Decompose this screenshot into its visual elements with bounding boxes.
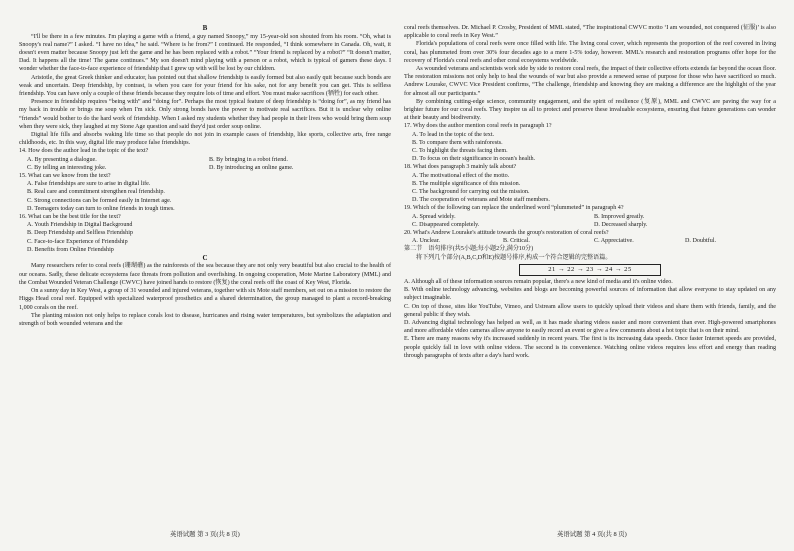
q17-option-a: A. To lead in the topic of the text. <box>412 131 495 138</box>
question-14-options <box>19 156 391 172</box>
q18-option-c: C. The background for carrying out the mission. <box>412 189 530 196</box>
question-18-options <box>404 172 776 205</box>
q17-option-b: B. To compare them with rainforests. <box>412 139 503 146</box>
q16-option-a: A. Youth Friendship in Digital Background <box>27 222 133 229</box>
question-19: 19. Which of the following can replace the underlined word “plummeted” in paragraph 4? <box>404 205 624 212</box>
passage-c-paragraph-2: On a sunny day in Key West, a group of 31 wounded and injured veterans, together with six Mote staff members, set out on a mission to restore the Higgs Head coral reef. Equipped with specialized waterproof prosthetics and a shared determination, the group managed to plant a record-breaking 1,000 corals on the reef. <box>19 288 391 311</box>
passage-b-paragraph-3: Presence in friendship requires “being with” and “doing for”. Perhaps the most typical feature of deep friendship is “doing for”, as my friend has my back in trouble or brings me soup when I'm sick. Only strong bonds have the power to motivate real sacrifices. But it is unclear why online “friends” would bother to do the hard work of friendship. When I asked my students whether they had people in their lives who would bring them soup when they were sick, they laughed at my Stone Age question and said they'd just order soup online. <box>19 99 391 130</box>
q15-option-d: D. Teenagers today can turn to online friends in tough times. <box>27 205 175 212</box>
q15-option-b: B. Real care and commitment strengthen real friendship. <box>27 189 165 196</box>
question-16: 16. What can be the best title for the text? <box>19 213 121 220</box>
sentence-option-c: C. On top of those, sites like YouTube, Vimeo, and Ustream allow users to quickly upload their videos and share them with friends, family, and the general public if they wish. <box>404 303 776 318</box>
passage-c-paragraph-3-continued: coral reefs themselves. Dr. Michael P. Crosby, President of MML stated, “The inspirational CWVC motto ‘I am wounded, not conquered (征服)’ is also applicable to coral reefs in Key West.” <box>404 25 776 40</box>
question-20: 20. What's Andrew Lourake's attitude towards the group's restoration of coral reefs? <box>404 230 609 237</box>
q14-option-c: C. By telling an interesting joke. <box>27 164 107 171</box>
q14-option-d: D. By introducing an online game. <box>209 164 294 171</box>
q20-option-c: C. Appreciative. <box>594 238 634 245</box>
q14-option-a: A. By presenting a dialogue. <box>27 156 97 163</box>
q18-option-a: A. The motivational effect of the motto. <box>412 172 510 179</box>
q15-option-a: A. False friendships are sure to arise in digital life. <box>27 181 151 188</box>
passage-c-paragraph-6: By combining cutting-edge science, community engagement, and the spirit of resilience (复原), MML and CWVC are paving the way for a brighter future for our coral reefs. They inspire us all to protect and preserve these invaluable ecosystems, ensuring that future generations can wonder at their beauty and biodiversity. <box>404 98 776 122</box>
sequence-box: 21 → 22 → 23 → 24 → 25 <box>519 264 661 276</box>
q19-option-a: A. Spread widely. <box>412 213 456 220</box>
question-15: 15. What can we know from the text? <box>19 172 111 179</box>
q19-option-b: B. Improved greatly. <box>594 213 645 220</box>
q20-option-b: B. Critical. <box>503 238 530 245</box>
q20-option-d: D. Doubtful. <box>685 238 716 245</box>
passage-c-paragraph-1: Many researchers refer to coral reefs (珊瑚礁) as the rainforests of the sea because they are not only very beautiful but also crucial to the health of our oceans. Sadly, these delicate ecosystems face threats from pollution and overfishing. In ongoing cooperation, Mote Marine Laboratory (MML) and the Combat Wounded Veteran Challenge (CWVC) have joined hands to restore (恢复) the coral reefs off the coast of Key West, Florida. <box>19 263 391 286</box>
question-18: 18. What does paragraph 3 mainly talk about? <box>404 164 517 171</box>
q16-option-b: B. Deep Friendship and Selfless Friendship <box>27 230 133 237</box>
q15-option-c: C. Strong connections can be formed easily in Internet age. <box>27 197 172 204</box>
sentence-option-d: D. Advancing digital technology has helped as well, as it has made sharing videos easier and more convenient than ever. High-powered smartphones and more affordable video cameras allow anyone to easily record an event or give a few comments about a hot topic that is on their mind. <box>404 319 776 335</box>
q19-option-c: C. Disappeared completely. <box>412 221 480 228</box>
question-19-options <box>404 213 776 229</box>
sentence-option-b: B. With online technology advancing, websites and blogs are becoming powerful sources of information that allow everyone to stay updated on any subject imaginable. <box>404 287 776 302</box>
passage-b-paragraph-4: Digital life fills and absorbs waking life time so that people do not join in example cases of friendship, like sports, collective arts, free range childhoods, etc. In this way, digital life may produce false friendships. <box>19 131 391 147</box>
passage-b-paragraph-1: “I'll be there in a few minutes. I'm playing a game with a friend, a guy named Snoopy,” my 15-year-old son shouted from his room. “Oh, what is Snoopy's real name?” I asked. “I have no idea,” he said. “Where is he from?” I continued. He responded, “I think somewhere in Canada. Oh, wait, it doesn't even matter because Snoopy just left the game and he has been replaced with a robot.” “Your friend is replaced by a robot?” “It doesn't matter, Dad. It happens all the time! The game continues.” My son doesn't mind playing with a person or a robot, which is typical of gamers these days. I wonder whether the face-to-face experience of friendship that I grew up with will be lost by our children. <box>19 33 391 73</box>
question-14: 14. How does the author lead in the topic of the text? <box>19 148 149 155</box>
page-4-column <box>404 24 776 360</box>
passage-c-paragraph-4: Florida's populations of coral reefs were once filled with life. The living coral cover, which represents the proportion of the reef covered in living coral, has plummeted from over 30% four decades ago to a mere 1-5% today, however. MML's research and restoration programs offer hope for the recovery of Florida's coral reefs and other coral ecosystems worldwide. <box>404 41 776 64</box>
sentence-option-a: A. Although all of these information sources remain popular, there's a new kind of media and it's online video. <box>404 278 673 285</box>
q19-option-d: D. Decreased sharply. <box>594 221 648 228</box>
section-b-heading: B <box>202 24 208 32</box>
question-17: 17. Why does the author mention coral reefs in paragraph 1? <box>404 123 552 130</box>
passage-c-paragraph-3: The planting mission not only helps to replace corals lost to disease, hurricanes and rising water temperatures, but symbolizes the adaptation and strength of both wounded veterans and the <box>19 312 391 327</box>
page-3-column <box>19 24 391 328</box>
section-2-title: 第二节 语句排序(共5小题;每小题2分,满分10分) <box>404 246 534 253</box>
q18-option-d: D. The cooperation of veterans and Mote staff members. <box>412 197 550 204</box>
passage-c-paragraph-5: As wounded veterans and scientists work side by side to restore coral reefs, the impact of their collective efforts extends far beyond the ocean floor. The restoration missions not only help to heal the wounds of war but also provide a renewed sense of purpose for those who have sacrificed so much. Andrew Lourake, CWVC Vice President confirms, “The challenge, friendship and knowing they are making a difference are the highlight of the year for almost all our participants.” <box>404 66 776 97</box>
page-3-footer: 英语试题 第 3 页(共 8 页) <box>170 531 240 538</box>
q16-option-c: C. Face-to-face Experience of Friendship <box>27 238 128 245</box>
passage-b-paragraph-2: Aristotle, the great Greek thinker and educator, has pointed out that shallow friendship is easily formed but also easily quit because such bonds are weak and uncertain. Deep friendship, by contrast, is when you care for your friend for his sake, not for any benefit you can get. This is selfless friendship. You can have only a couple of these friends because they require lots of time and effort. You must make sacrifices (牺牲) for each other. <box>19 74 391 97</box>
question-17-options <box>404 131 776 164</box>
question-20-options <box>404 237 776 245</box>
section-c-heading: C <box>202 253 208 262</box>
sentence-option-e: E. There are many reasons why it's increased suddenly in recent years. The first is its increasing data speeds. Once faster Internet speeds are provided, people quickly fall in love with online videos. The second is its convenience. Watching online videos requires less effort and energy than reading through paragraphs of texts after a day's hard work. <box>404 336 776 359</box>
q16-option-d: D. Benefits from Online Friendship <box>27 246 114 253</box>
page-4-footer: 英语试题 第 4 页(共 8 页) <box>557 531 627 538</box>
q17-option-c: C. To highlight the threats facing them. <box>412 148 508 155</box>
question-15-options <box>19 180 391 213</box>
q17-option-d: D. To focus on their significance in ocean's health. <box>412 156 536 163</box>
q14-option-b: B. By bringing in a robot friend. <box>209 156 288 163</box>
section-2-instructions: 将下列几个部分(A,B,C,D和E)按题号排序,构成一个符合逻辑的完整语篇。 <box>416 254 612 261</box>
q18-option-b: B. The multiple significance of this mission. <box>412 180 521 187</box>
q20-option-a: A. Unclear. <box>412 238 440 245</box>
question-16-options <box>19 221 391 254</box>
